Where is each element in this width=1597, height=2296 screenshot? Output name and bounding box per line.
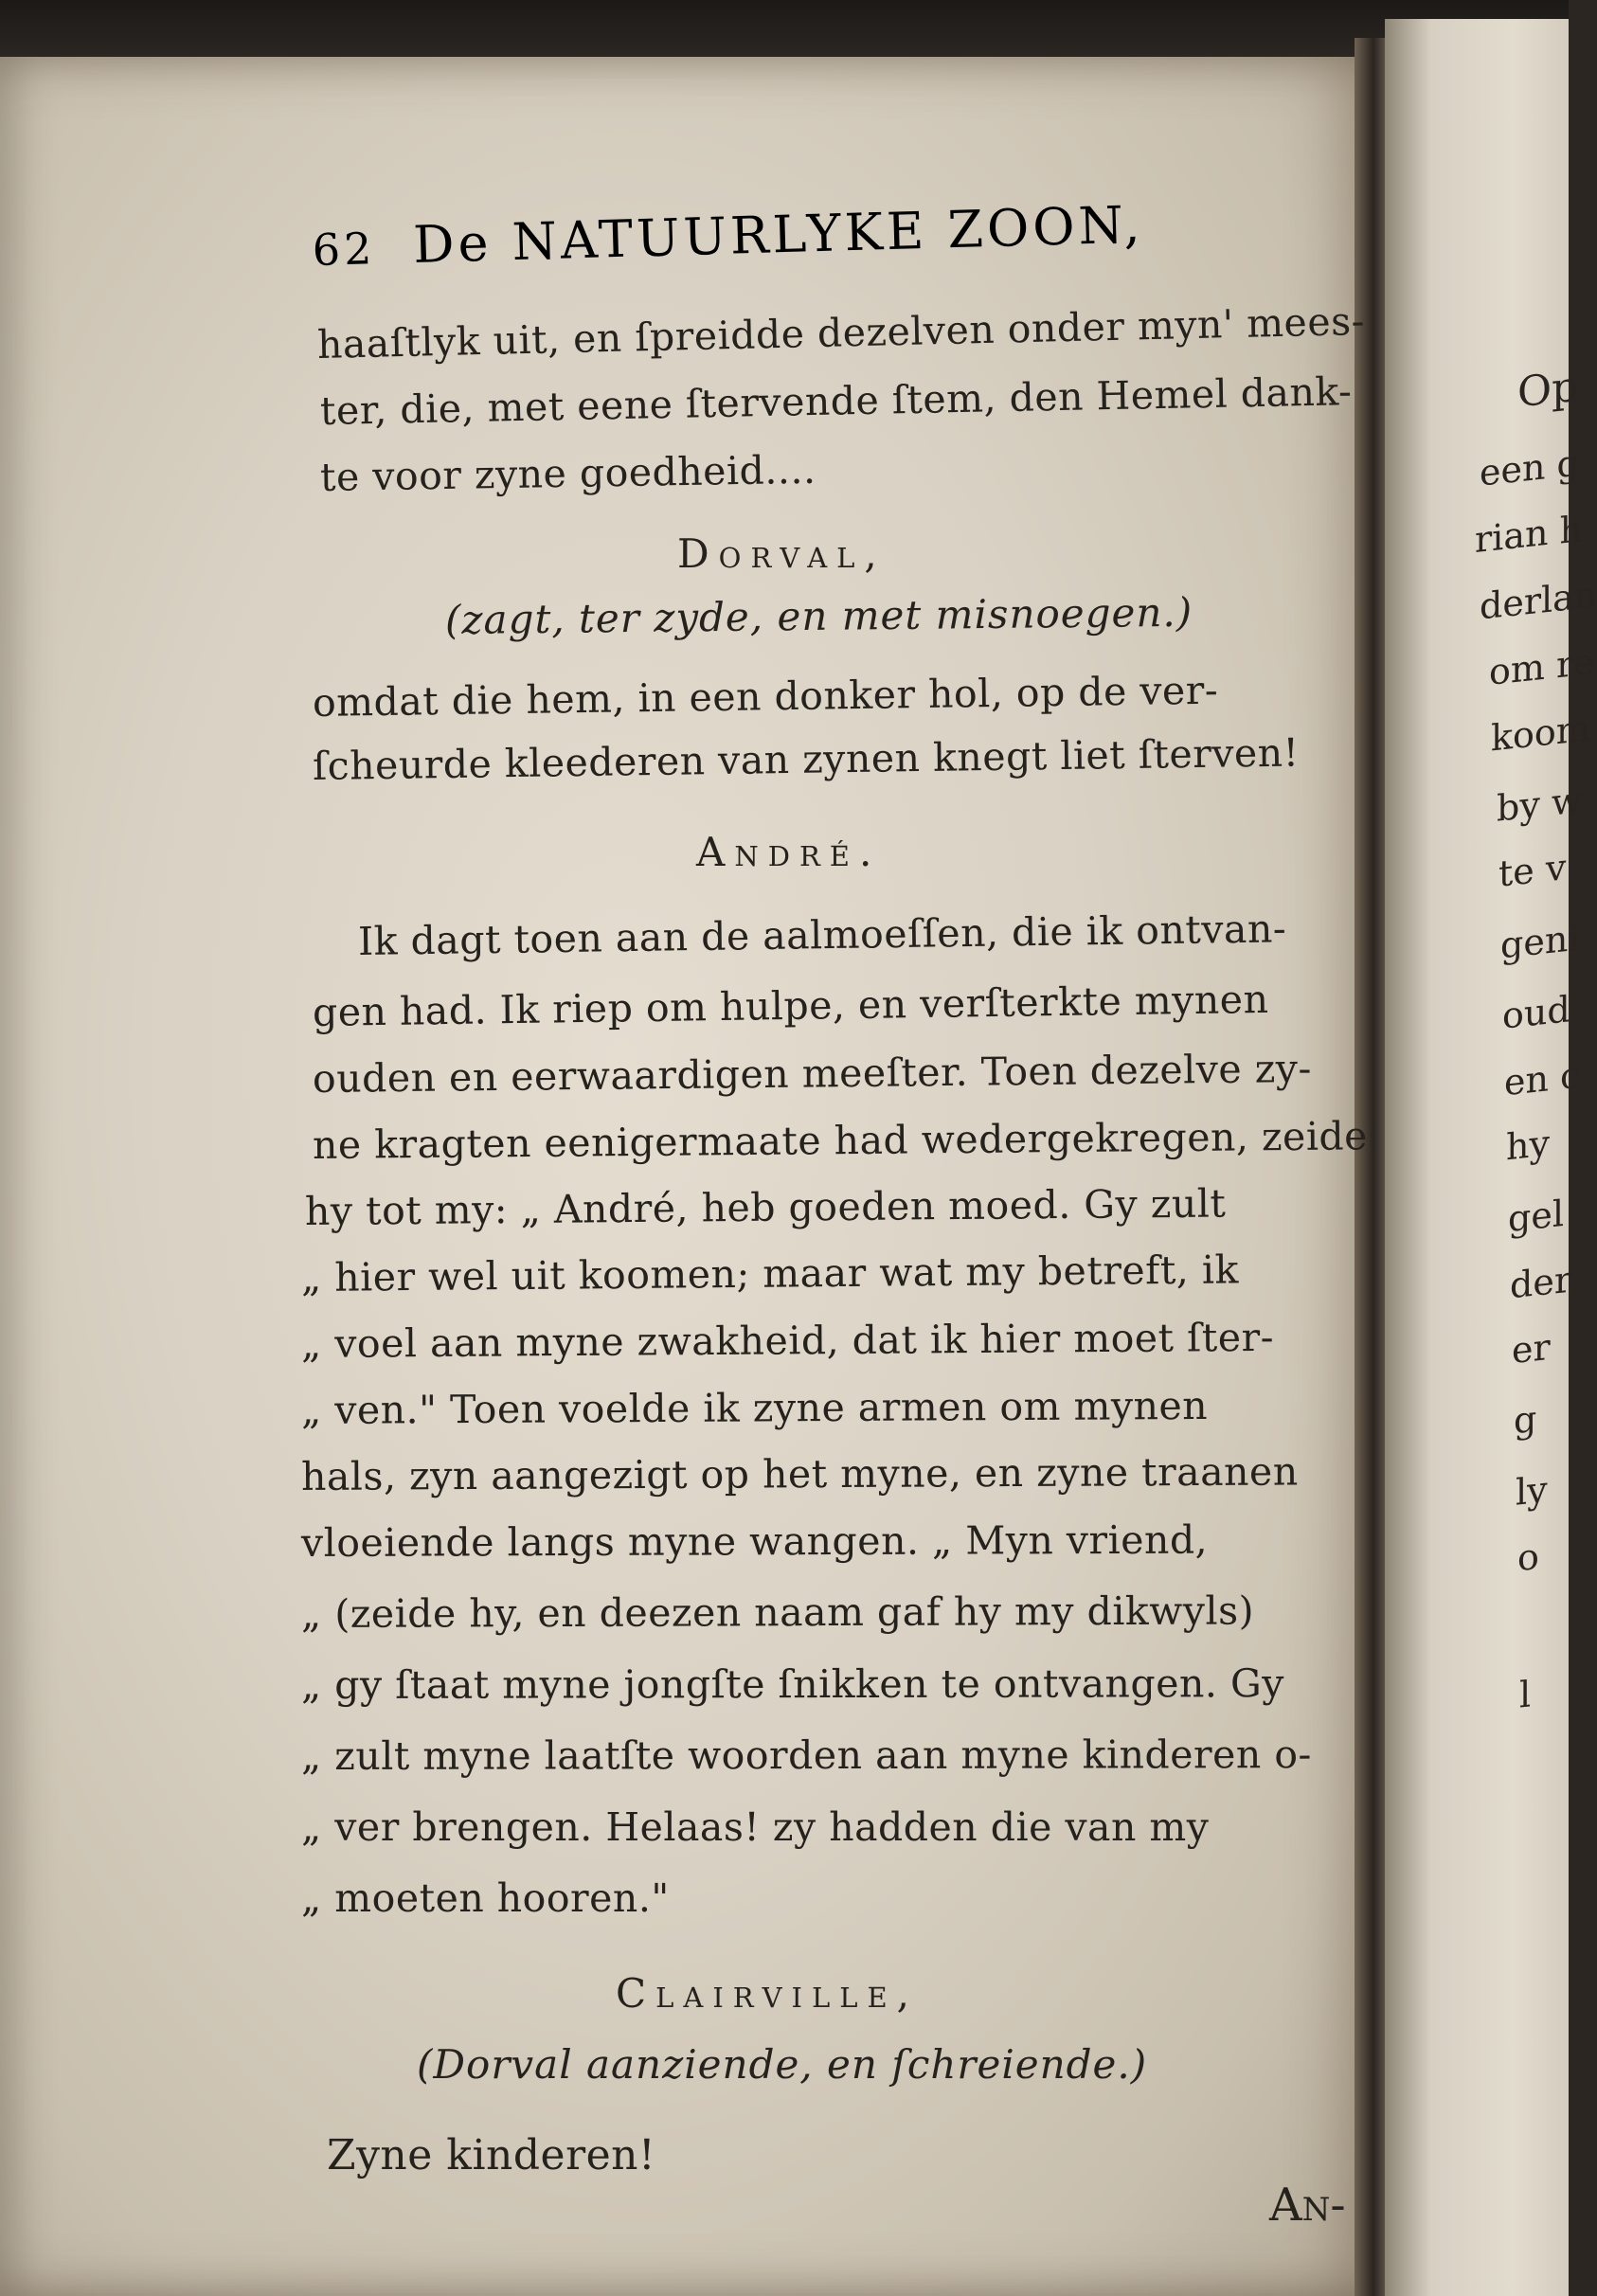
speaker-andre: André.	[696, 829, 882, 875]
text-line: „ ver brengen. Helaas! zy hadden die van my	[301, 1804, 1210, 1850]
text-line: ouden en eerwaardigen meeſter. Toen dezelve zy-	[312, 1045, 1313, 1102]
right-fragment: g	[1514, 1397, 1537, 1443]
text-line: ne kragten eenigermaate had wedergekregen, zeide	[312, 1113, 1369, 1168]
text-line: „ hier wel uit koomen; maar wat my betreft, ik	[300, 1247, 1240, 1300]
right-fragment: derlan	[1480, 573, 1597, 628]
stage-direction-clairville: (Dorval aanziende, en ſchreiende.)	[417, 2041, 1148, 2088]
text-line: „ zult myne laatſte woorden aan myne kinderen o-	[300, 1731, 1312, 1779]
right-fragment: der	[1510, 1258, 1571, 1307]
text-line: „ (zeide hy, en deezen naam gaf hy my dikwyls)	[300, 1587, 1255, 1637]
text-line: „ moeten hooren."	[301, 1875, 670, 1921]
right-fragment: by w	[1497, 779, 1583, 830]
right-fragment: er	[1512, 1325, 1551, 1372]
right-fragment: te v	[1498, 846, 1567, 895]
text-line: te voor zyne goedheid....	[319, 446, 816, 500]
page-number: 62	[312, 223, 377, 276]
text-line: omdat die hem, in een donker hol, op de ver-	[312, 667, 1219, 726]
right-fragment: gel	[1508, 1192, 1564, 1241]
right-fragment: een g	[1480, 441, 1580, 494]
text-line: hals, zyn aangezigt op het myne, en zyne traanen	[300, 1448, 1299, 1499]
text-line: haaſtlyk uit, en ſpreidde dezelven onder myn' mees-	[316, 297, 1366, 368]
right-fragment: Op	[1517, 362, 1579, 418]
text-line: Zyne kinderen!	[327, 2131, 656, 2179]
right-fragment: oud	[1502, 988, 1570, 1037]
speaker-dorval: Dorval,	[677, 530, 887, 577]
text-line: Ik dagt toen aan de aalmoeſſen, die ik ontvan-	[357, 906, 1287, 964]
right-fragment: rian h	[1475, 508, 1583, 561]
catchword: An-	[1269, 2179, 1346, 2232]
running-head-title: De NATUURLYKE ZOON,	[412, 194, 1145, 276]
text-line: vloeiende langs myne wangen. „ Myn vriend,	[300, 1516, 1209, 1566]
text-line: gen had. Ik riep om hulpe, en verſterkte mynen	[312, 976, 1269, 1035]
stage-direction-dorval: (zagt, ter zyde, en met misnoegen.)	[444, 588, 1193, 643]
right-fragment: l	[1519, 1673, 1532, 1716]
right-fragment: ly	[1516, 1468, 1548, 1514]
speaker-clairville: Clairville,	[616, 1970, 920, 2017]
text-line: „ gy ſtaat myne jongſte ſnikken te ontvangen. Gy	[300, 1660, 1284, 1708]
right-page	[1385, 19, 1597, 2296]
right-fragment: koom	[1491, 707, 1590, 760]
text-line: „ ven." Toen voelde ik zyne armen om mynen	[300, 1382, 1209, 1433]
text-line: ſcheurde kleederen van zynen knegt liet ſterven!	[312, 729, 1300, 789]
right-fragment: om re	[1489, 640, 1595, 693]
text-line: hy tot my: „ André, heb goeden moed. Gy zult	[304, 1180, 1227, 1234]
text-line: „ voel aan myne zwakheid, dat ik hier moet ſter-	[300, 1314, 1275, 1367]
right-fragment: o	[1517, 1534, 1539, 1580]
right-fragment: hy	[1506, 1121, 1550, 1169]
right-fragment: en c	[1504, 1053, 1581, 1104]
right-fragment: geni	[1500, 916, 1580, 967]
text-line: ter, die, met eene ſtervende ſtem, den Hemel dank-	[319, 368, 1353, 434]
